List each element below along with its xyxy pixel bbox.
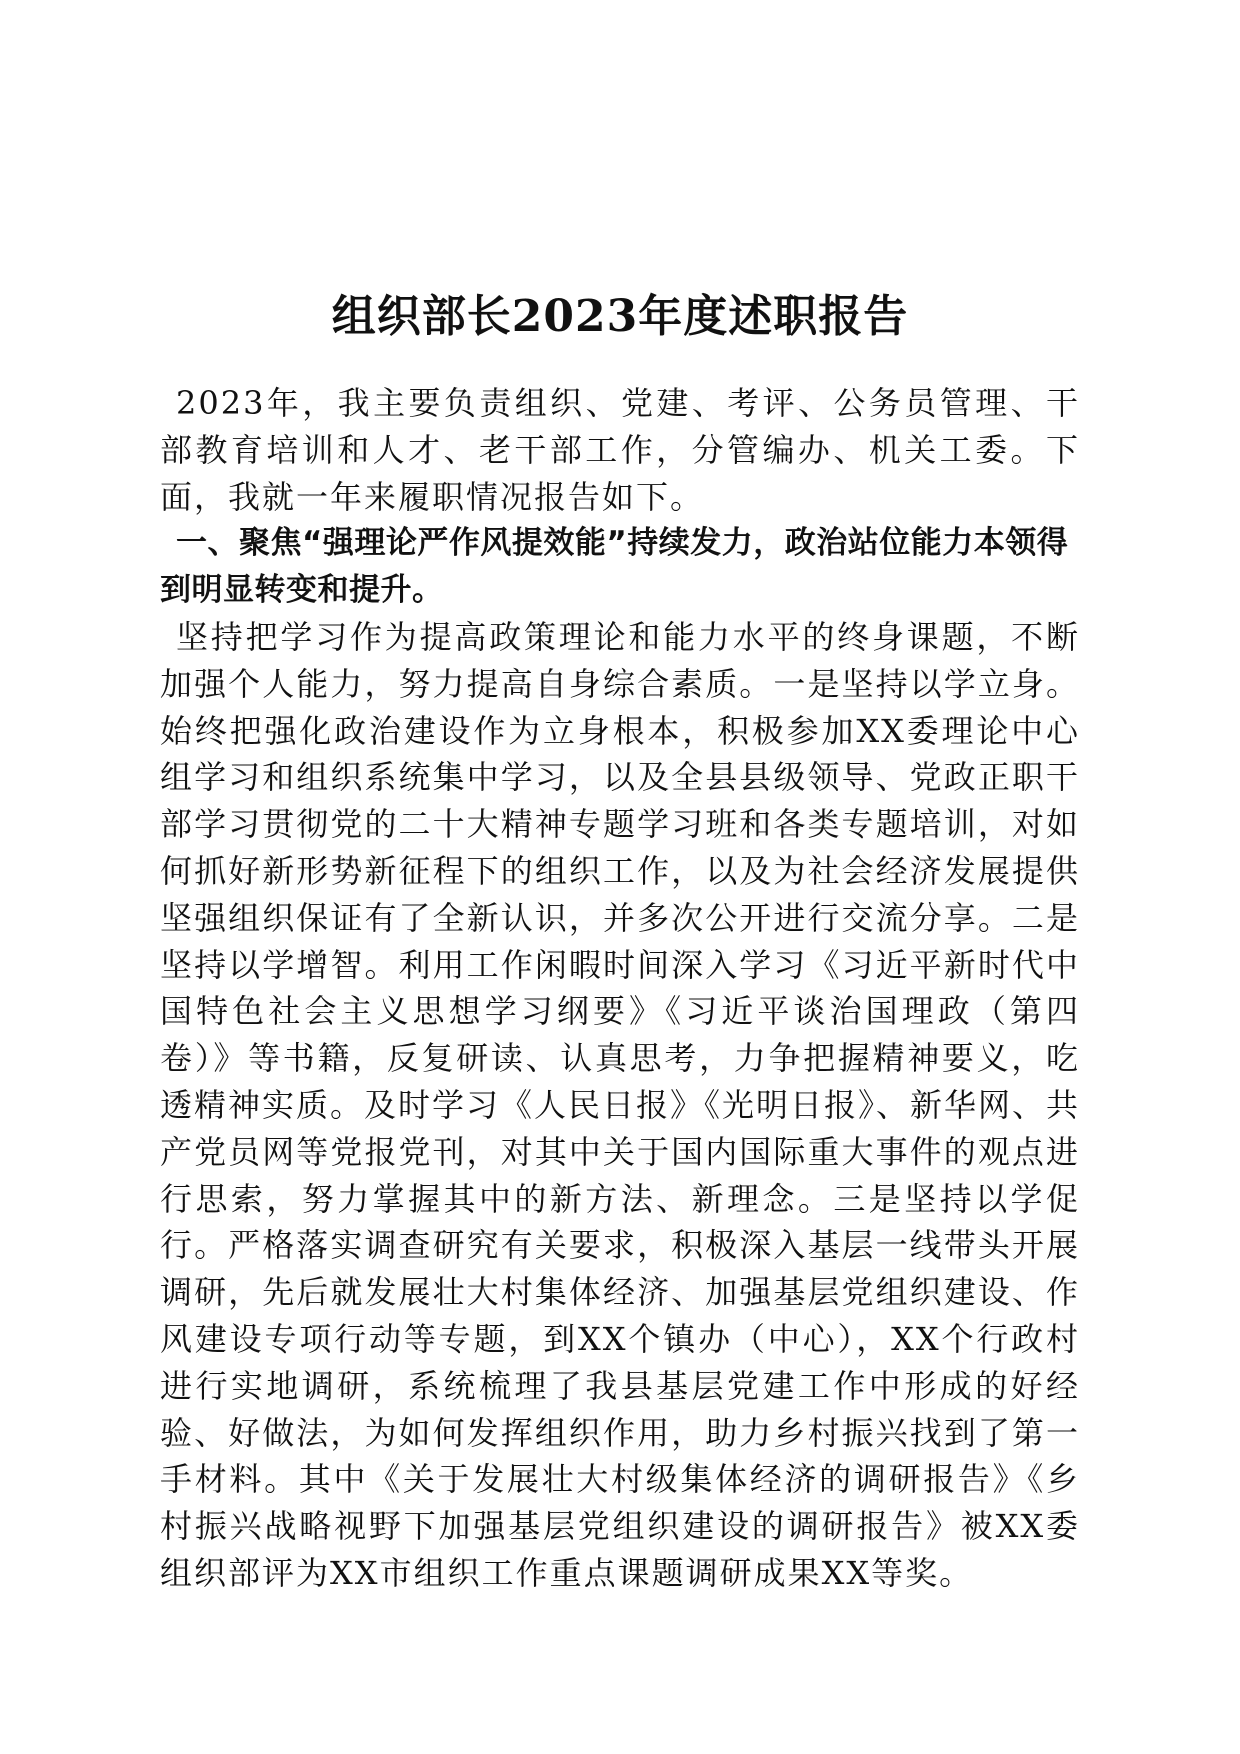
document-title: 组织部长2023年度述职报告: [331, 291, 909, 343]
section-1-heading: 一、聚焦“强理论严作风提效能”持续发力，政治站位能力本领得到明显转变和提升。: [160, 525, 1069, 609]
intro-paragraph: 2023年，我主要负责组织、党建、考评、公务员管理、干部教育培训和人才、老干部工作，分管编办、机关工委。下面，我就一年来履职情况报告如下。: [160, 384, 1080, 516]
section-1-paragraph: 坚持把学习作为提高政策理论和能力水平的终身课题，不断加强个人能力，努力提高自身综合素质。一是坚持以学立身。始终把强化政治建设作为立身根本，积极参加XX委理论中心组学习和组织系统集中学习，以及全县县级领导、党政正职干部学习贯彻党的二十大精神专题学习班和各类专题培训，对如何抓好新形势新征程下的组织工作，以及为社会经济发展提供坚强组织保证有了全新认识，并多次公开进行交流分享。二是坚持以学增智。利用工作闲暇时间深入学习《习近平新时代中国特色社会主义思想学习纲要》《习近平谈治国理政（第四卷）》等书籍，反复研读、认真思考，力争把握精神要义，吃透精神实质。及时学习《人民日报》《光明日报》、新华网、共产党员网等党报党刊，对其中关于国内国际重大事件的观点进行思索，努力掌握其中的新方法、新理念。三是坚持以学促行。严格落实调查研究有关要求，积极深入基层一线带头开展调研，先后就发展壮大村集体经济、加强基层党组织建设、作风建设专项行动等专题，到XX个镇办（中心），XX个行政村进行实地调研，系统梳理了我县基层党建工作中形成的好经验、好做法，为如何发挥组织作用，助力乡村振兴找到了第一手材料。其中《关于发展壮大村级集体经济的调研报告》《乡村振兴战略视野下加强基层党组织建设的调研报告》被XX委组织部评为XX市组织工作重点课题调研成果XX等奖。: [160, 617, 1081, 1592]
document-body: [160, 380, 1080, 1597]
